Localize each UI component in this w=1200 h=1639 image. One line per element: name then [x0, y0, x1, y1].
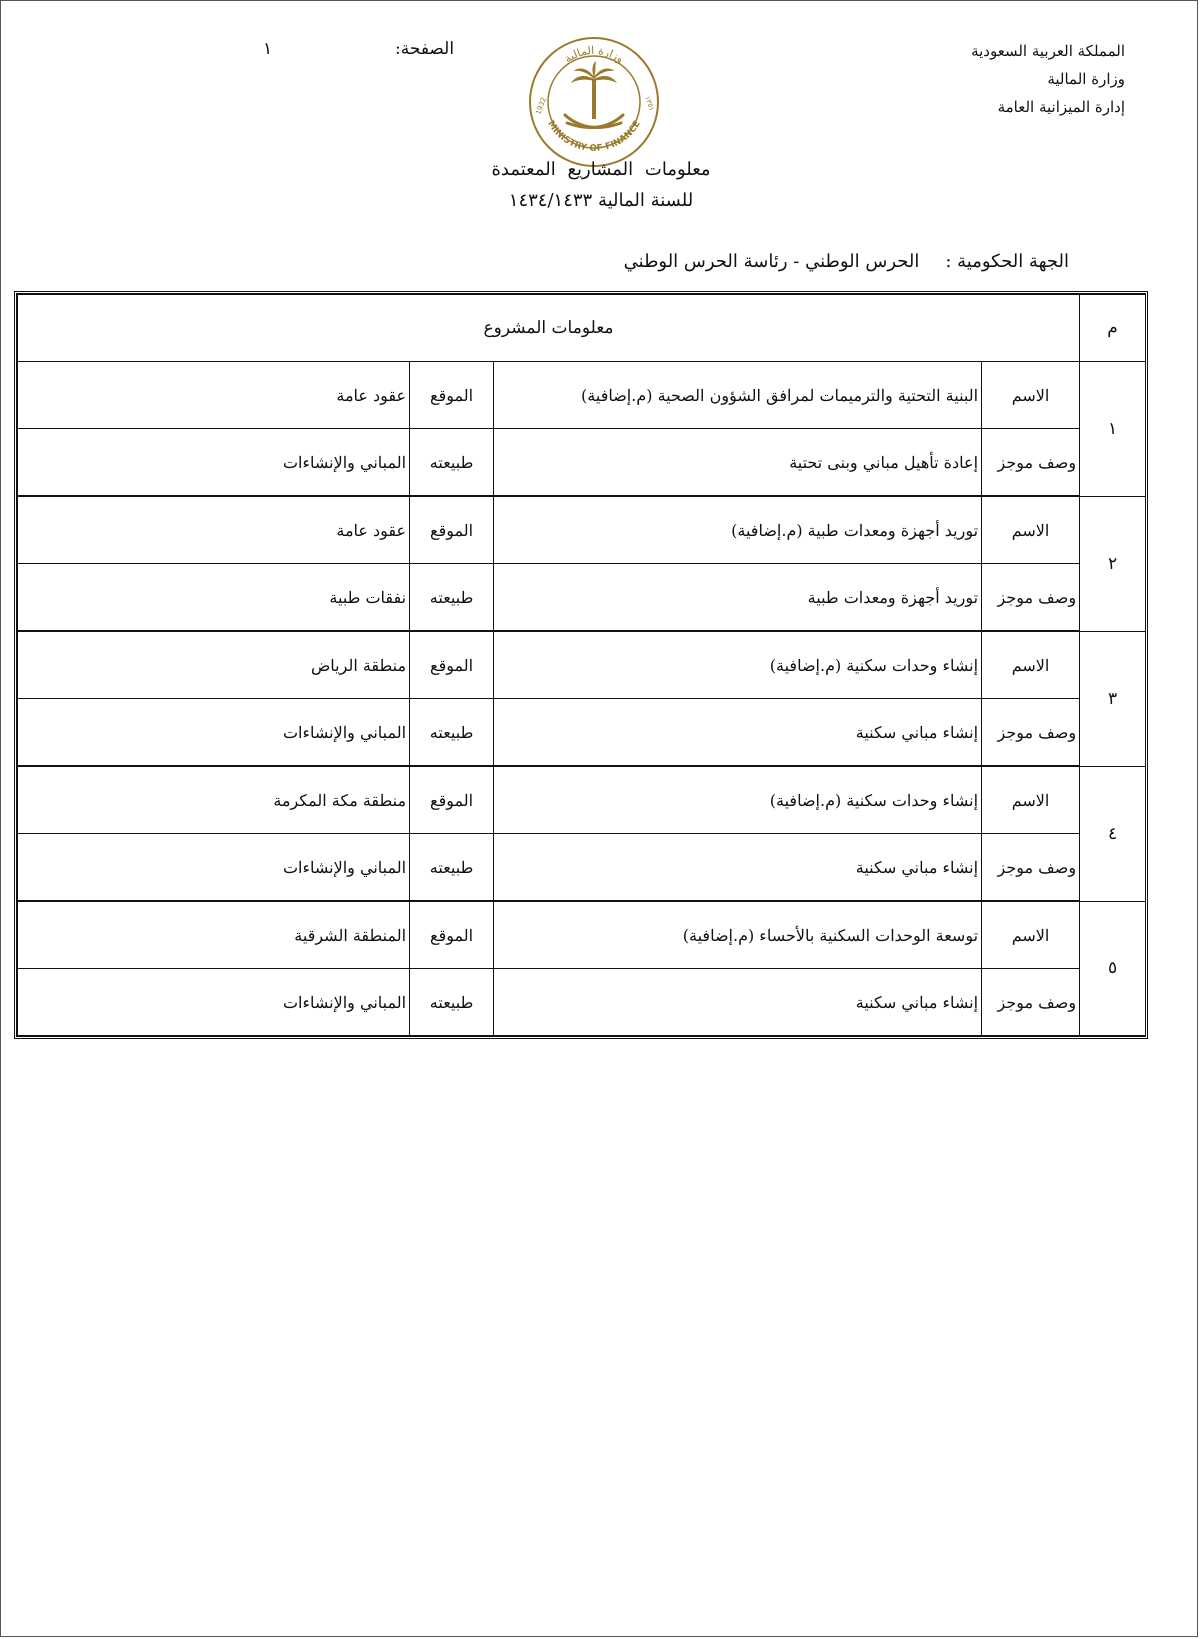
location-label: الموقع — [410, 766, 494, 834]
project-description: إنشاء مباني سكنية — [494, 834, 982, 902]
nature-label: طبيعته — [410, 699, 494, 767]
project-name: توسعة الوحدات السكنية بالأحساء (م.إضافية) — [494, 901, 982, 969]
project-nature: نفقات طبية — [18, 564, 410, 632]
location-label: الموقع — [410, 496, 494, 564]
description-label: وصف موجز — [982, 969, 1080, 1036]
table-row — [18, 834, 1146, 902]
seal-english-text: MINISTRY OF FINANCE — [545, 119, 643, 154]
table-row — [18, 631, 1146, 699]
location-label: الموقع — [410, 901, 494, 969]
kingdom-name: المملكة العربية السعودية — [971, 42, 1125, 60]
project-nature: المباني والإنشاءات — [18, 699, 410, 767]
project-number: ٥ — [1080, 901, 1146, 1036]
ministry-name: وزارة المالية — [1047, 70, 1125, 88]
projects-table — [14, 291, 1148, 1039]
name-label: الاسم — [982, 631, 1080, 699]
project-location: منطقة الرياض — [18, 631, 410, 699]
project-location: عقود عامة — [18, 496, 410, 564]
table-header-row — [18, 295, 1146, 362]
description-label: وصف موجز — [982, 834, 1080, 902]
table-row — [18, 362, 1146, 429]
seal-year-hijri: ١٣٥١ — [643, 94, 656, 112]
page-number: ١ — [263, 39, 273, 59]
palm-tree-icon — [571, 61, 617, 119]
table-row — [18, 766, 1146, 834]
project-description: إنشاء مباني سكنية — [494, 699, 982, 767]
nature-label: طبيعته — [410, 429, 494, 497]
project-nature: المباني والإنشاءات — [18, 429, 410, 497]
project-name: توريد أجهزة ومعدات طبية (م.إضافية) — [494, 496, 982, 564]
project-location: المنطقة الشرقية — [18, 901, 410, 969]
entity-label: الجهة الحكومية : — [945, 251, 1069, 272]
svg-text:MINISTRY OF FINANCE — [545, 119, 643, 154]
department-name: إدارة الميزانية العامة — [997, 98, 1125, 116]
name-label: الاسم — [982, 901, 1080, 969]
government-entity — [624, 251, 1069, 272]
table-row — [18, 901, 1146, 969]
table-row — [18, 969, 1146, 1036]
column-header-project-info: معلومات المشروع — [18, 295, 1080, 362]
name-label: الاسم — [982, 362, 1080, 429]
name-label: الاسم — [982, 766, 1080, 834]
ministry-of-finance-seal-icon — [527, 35, 661, 169]
column-header-number: م — [1080, 295, 1146, 362]
nature-label: طبيعته — [410, 564, 494, 632]
location-label: الموقع — [410, 362, 494, 429]
description-label: وصف موجز — [982, 564, 1080, 632]
project-description: توريد أجهزة ومعدات طبية — [494, 564, 982, 632]
project-location: عقود عامة — [18, 362, 410, 429]
project-number: ٣ — [1080, 631, 1146, 766]
project-name: البنية التحتية والترميمات لمرافق الشؤون الصحية (م.إضافية) — [494, 362, 982, 429]
table-row — [18, 564, 1146, 632]
nature-label: طبيعته — [410, 969, 494, 1036]
project-name: إنشاء وحدات سكنية (م.إضافية) — [494, 766, 982, 834]
svg-text:وزارة المالية — [562, 44, 626, 66]
document-title: معلومات المشاريع المعتمدة — [491, 159, 711, 180]
seal-year-gregorian: 1932 — [534, 96, 548, 116]
issuer-block — [971, 37, 1125, 121]
location-label: الموقع — [410, 631, 494, 699]
description-label: وصف موجز — [982, 429, 1080, 497]
project-number: ٤ — [1080, 766, 1146, 901]
project-description: إعادة تأهيل مباني وبنى تحتية — [494, 429, 982, 497]
project-nature: المباني والإنشاءات — [18, 969, 410, 1036]
project-nature: المباني والإنشاءات — [18, 834, 410, 902]
project-location: منطقة مكة المكرمة — [18, 766, 410, 834]
description-label: وصف موجز — [982, 699, 1080, 767]
project-number: ١ — [1080, 362, 1146, 497]
page-label: الصفحة: — [395, 39, 455, 59]
project-name: إنشاء وحدات سكنية (م.إضافية) — [494, 631, 982, 699]
table-row — [18, 699, 1146, 767]
document-subtitle: للسنة المالية ١٤٣٤/١٤٣٣ — [508, 190, 694, 211]
entity-value: الحرس الوطني - رئاسة الحرس الوطني — [623, 251, 920, 272]
table-row — [18, 496, 1146, 564]
project-number: ٢ — [1080, 496, 1146, 631]
seal-arabic-text: وزارة المالية — [561, 43, 627, 66]
table-row — [18, 429, 1146, 497]
nature-label: طبيعته — [410, 834, 494, 902]
name-label: الاسم — [982, 496, 1080, 564]
project-description: إنشاء مباني سكنية — [494, 969, 982, 1036]
